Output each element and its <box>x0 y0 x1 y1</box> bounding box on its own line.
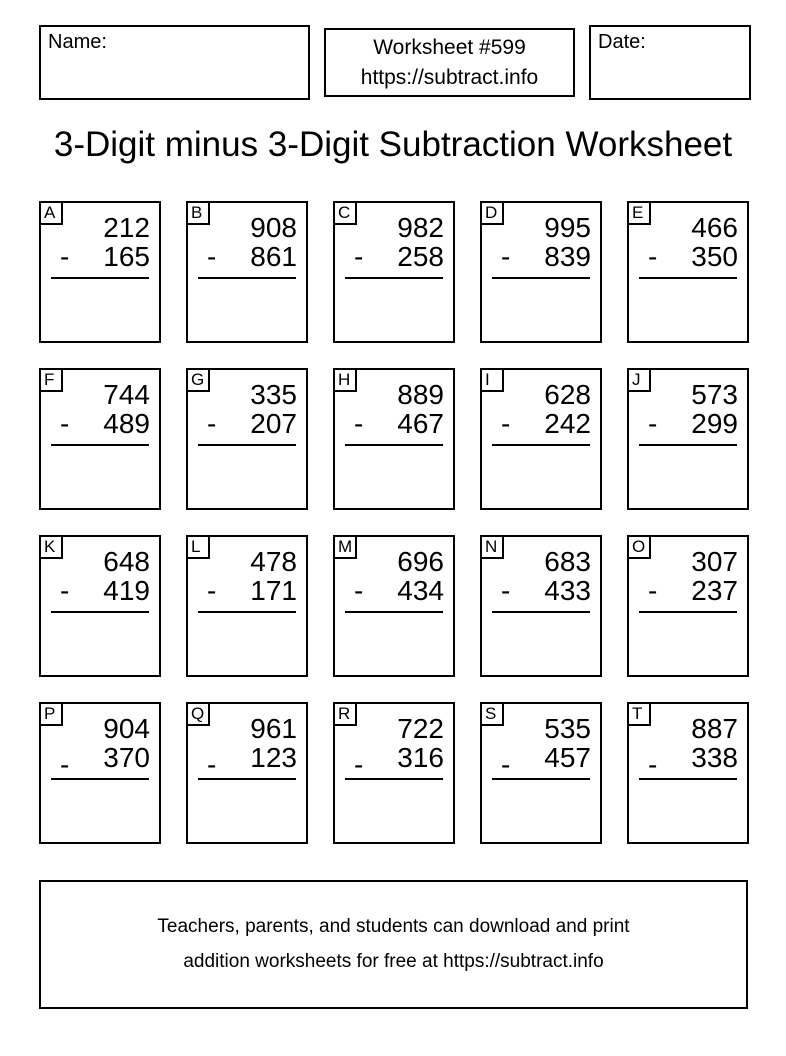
subtrahend: 457 <box>544 742 591 773</box>
subtrahend: 338 <box>691 742 738 773</box>
minuend: 908 <box>250 212 297 243</box>
subtraction-row <box>188 242 306 271</box>
problem-letter: L <box>191 537 201 556</box>
answer-space <box>335 613 453 661</box>
problem-letter-box <box>188 537 210 559</box>
answer-space <box>188 780 306 828</box>
problem-card <box>39 201 161 343</box>
minus-icon: - <box>501 408 511 439</box>
minuend: 889 <box>397 379 444 410</box>
problem-letter: B <box>191 203 203 222</box>
problem-letter-box <box>188 370 210 392</box>
minus-icon: - <box>354 575 364 606</box>
subtrahend: 433 <box>544 575 591 606</box>
problem-letter: N <box>485 537 498 556</box>
minus-icon: - <box>354 408 364 439</box>
minuend: 648 <box>103 546 150 577</box>
subtraction-row <box>41 742 159 780</box>
subtraction-row <box>188 576 306 605</box>
subtrahend: 171 <box>250 575 297 606</box>
subtraction-row <box>41 409 159 438</box>
minus-icon: - <box>60 241 70 272</box>
minuend: 335 <box>250 379 297 410</box>
problem-letter: H <box>338 370 351 389</box>
minus-icon: - <box>648 575 658 606</box>
problem-letter-box <box>335 370 357 392</box>
subtraction-row <box>335 409 453 438</box>
problem-card <box>186 368 308 510</box>
page-title: 3-Digit minus 3-Digit Subtraction Worksheet <box>53 125 733 164</box>
minuend: 212 <box>103 212 150 243</box>
problem-letter: G <box>191 370 205 389</box>
problem-letter: A <box>44 203 56 222</box>
minuend: 478 <box>250 546 297 577</box>
minuend: 307 <box>691 546 738 577</box>
answer-space <box>482 446 600 494</box>
minus-icon: - <box>60 408 70 439</box>
problem-letter-box <box>482 203 504 225</box>
problem-card <box>186 201 308 343</box>
subtraction-row <box>629 742 747 780</box>
problem-letter: R <box>338 704 351 723</box>
minus-icon: - <box>60 749 70 780</box>
answer-space <box>629 613 747 661</box>
subtraction-row <box>41 242 159 271</box>
answer-space <box>188 446 306 494</box>
subtraction-row <box>335 742 453 780</box>
problem-letter: K <box>44 537 56 556</box>
problem-letter-box <box>629 203 651 225</box>
problem-card <box>39 702 161 844</box>
minus-icon: - <box>648 408 658 439</box>
subtraction-row <box>335 576 453 605</box>
problem-card <box>186 535 308 677</box>
problem-letter-box <box>41 370 63 392</box>
problem-card <box>333 368 455 510</box>
minuend: 535 <box>544 713 591 744</box>
minus-icon: - <box>207 749 217 780</box>
date-box <box>589 25 751 100</box>
problem-letter: D <box>485 203 498 222</box>
minus-icon: - <box>648 749 658 780</box>
minuend: 722 <box>397 713 444 744</box>
subtrahend: 258 <box>397 241 444 272</box>
subtraction-row <box>482 242 600 271</box>
problem-card <box>333 535 455 677</box>
problem-letter-box <box>482 370 504 392</box>
problems-grid <box>39 201 749 844</box>
minus-icon: - <box>501 575 511 606</box>
subtrahend: 237 <box>691 575 738 606</box>
problem-letter-box <box>629 370 651 392</box>
problem-letter: F <box>44 370 55 389</box>
subtraction-row <box>335 242 453 271</box>
minus-icon: - <box>354 241 364 272</box>
answer-space <box>335 446 453 494</box>
name-label: Name: <box>48 31 107 53</box>
problem-letter: J <box>632 370 641 389</box>
answer-space <box>335 279 453 327</box>
subtraction-row <box>629 576 747 605</box>
problem-card <box>627 201 749 343</box>
problem-letter: M <box>338 537 353 556</box>
minuend: 466 <box>691 212 738 243</box>
date-label: Date: <box>598 31 646 53</box>
problem-letter: I <box>485 370 490 389</box>
subtraction-row <box>41 576 159 605</box>
answer-space <box>41 279 159 327</box>
problem-letter-box <box>188 704 210 726</box>
problem-letter-box <box>41 203 63 225</box>
subtrahend: 839 <box>544 241 591 272</box>
problem-letter: Q <box>191 704 205 723</box>
subtrahend: 467 <box>397 408 444 439</box>
problem-card <box>627 368 749 510</box>
problem-card <box>333 201 455 343</box>
subtraction-row <box>188 742 306 780</box>
problem-letter: P <box>44 704 56 723</box>
minuend: 683 <box>544 546 591 577</box>
subtrahend: 489 <box>103 408 150 439</box>
problem-letter-box <box>482 704 504 726</box>
answer-space <box>41 613 159 661</box>
worksheet-url: https://subtract.info <box>360 65 539 89</box>
minuend: 904 <box>103 713 150 744</box>
problem-card <box>480 702 602 844</box>
problem-card <box>480 535 602 677</box>
minus-icon: - <box>501 749 511 780</box>
problem-letter-box <box>41 704 63 726</box>
subtraction-row <box>629 242 747 271</box>
subtrahend: 242 <box>544 408 591 439</box>
minuend: 961 <box>250 713 297 744</box>
problem-letter: E <box>632 203 644 222</box>
subtraction-row <box>629 409 747 438</box>
problem-card <box>39 535 161 677</box>
subtrahend: 165 <box>103 241 150 272</box>
minuend: 995 <box>544 212 591 243</box>
subtraction-row <box>482 742 600 780</box>
problem-card <box>333 702 455 844</box>
subtrahend: 861 <box>250 241 297 272</box>
problem-card <box>480 368 602 510</box>
subtrahend: 316 <box>397 742 444 773</box>
problem-card <box>480 201 602 343</box>
answer-space <box>482 613 600 661</box>
problem-letter-box <box>335 537 357 559</box>
problem-letter-box <box>482 537 504 559</box>
name-box <box>39 25 310 100</box>
problem-card <box>627 702 749 844</box>
problem-letter: S <box>485 704 497 723</box>
subtraction-row <box>188 409 306 438</box>
problem-letter: T <box>632 704 643 723</box>
minus-icon: - <box>648 241 658 272</box>
subtrahend: 350 <box>691 241 738 272</box>
minus-icon: - <box>354 749 364 780</box>
problem-letter-box <box>335 203 357 225</box>
minus-icon: - <box>207 408 217 439</box>
subtrahend: 419 <box>103 575 150 606</box>
subtrahend: 299 <box>691 408 738 439</box>
answer-space <box>629 279 747 327</box>
minuend: 573 <box>691 379 738 410</box>
subtraction-row <box>482 409 600 438</box>
answer-space <box>188 613 306 661</box>
answer-space <box>482 279 600 327</box>
problem-letter-box <box>629 704 651 726</box>
worksheet-number: Worksheet #599 <box>373 35 526 59</box>
subtrahend: 123 <box>250 742 297 773</box>
problem-letter: C <box>338 203 351 222</box>
footer-note <box>39 880 748 1009</box>
worksheet-info-box <box>324 28 575 97</box>
problem-card <box>39 368 161 510</box>
answer-space <box>629 780 747 828</box>
problem-letter-box <box>335 704 357 726</box>
answer-space <box>629 446 747 494</box>
answer-space <box>335 780 453 828</box>
answer-space <box>482 780 600 828</box>
footer-line-1: Teachers, parents, and students can download and print <box>157 916 630 937</box>
footer-line-2: addition worksheets for free at https://subtract.info <box>183 951 604 972</box>
minus-icon: - <box>501 241 511 272</box>
problem-letter-box <box>188 203 210 225</box>
problem-letter-box <box>629 537 651 559</box>
minuend: 887 <box>691 713 738 744</box>
minus-icon: - <box>207 241 217 272</box>
problem-letter: O <box>632 537 646 556</box>
subtraction-row <box>482 576 600 605</box>
subtrahend: 434 <box>397 575 444 606</box>
problem-letter-box <box>41 537 63 559</box>
problem-card <box>627 535 749 677</box>
minuend: 696 <box>397 546 444 577</box>
subtrahend: 370 <box>103 742 150 773</box>
answer-space <box>41 446 159 494</box>
minuend: 744 <box>103 379 150 410</box>
answer-space <box>188 279 306 327</box>
minuend: 628 <box>544 379 591 410</box>
minus-icon: - <box>207 575 217 606</box>
subtrahend: 207 <box>250 408 297 439</box>
answer-space <box>41 780 159 828</box>
minuend: 982 <box>397 212 444 243</box>
minus-icon: - <box>60 575 70 606</box>
problem-card <box>186 702 308 844</box>
